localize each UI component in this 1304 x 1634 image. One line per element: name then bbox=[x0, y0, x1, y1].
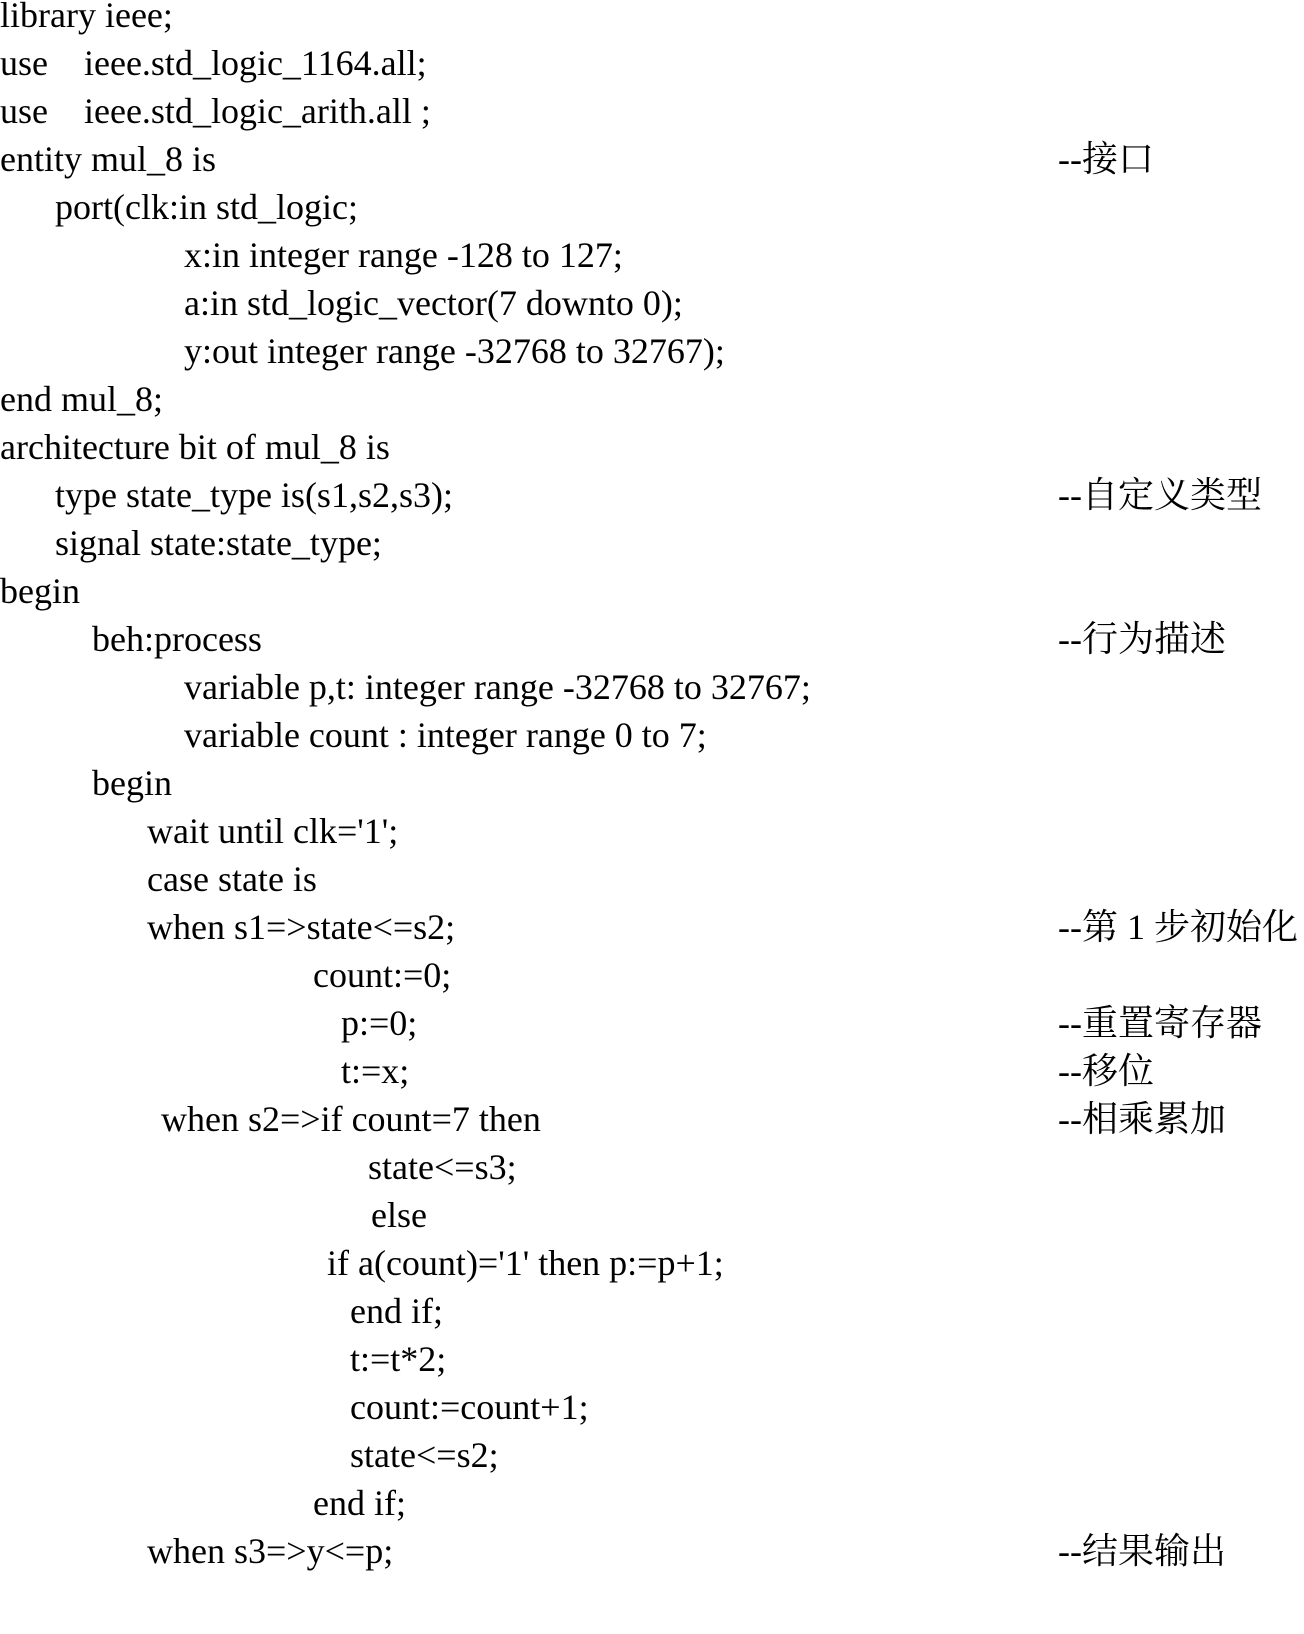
code-line bbox=[0, 326, 1304, 376]
code-line bbox=[0, 1430, 1304, 1480]
code-line bbox=[0, 566, 1304, 616]
code-line bbox=[0, 710, 1304, 760]
code-line bbox=[0, 182, 1304, 232]
code-text: end mul_8; bbox=[0, 379, 163, 419]
code-text: variable p,t: integer range -32768 to 32767; bbox=[184, 667, 811, 707]
code-line bbox=[0, 1382, 1304, 1432]
code-text: begin bbox=[92, 763, 172, 803]
code-text: wait until clk='1'; bbox=[147, 811, 399, 851]
code-line bbox=[0, 0, 1304, 40]
code-comment: --重置寄存器 bbox=[1058, 1003, 1262, 1043]
code-text: entity mul_8 is bbox=[0, 139, 216, 179]
code-line bbox=[0, 1334, 1304, 1384]
code-comment: --自定义类型 bbox=[1058, 475, 1262, 515]
code-line bbox=[0, 806, 1304, 856]
code-line bbox=[0, 1190, 1304, 1240]
code-text: end if; bbox=[313, 1483, 406, 1523]
code-text: when s2=>if count=7 then bbox=[161, 1099, 541, 1139]
code-text: t:=t*2; bbox=[350, 1339, 447, 1379]
code-text: port(clk:in std_logic; bbox=[55, 187, 358, 227]
code-text: state<=s3; bbox=[368, 1147, 517, 1187]
code-line bbox=[0, 1286, 1304, 1336]
code-line bbox=[0, 998, 1304, 1048]
code-text: type state_type is(s1,s2,s3); bbox=[55, 475, 453, 515]
code-text: library ieee; bbox=[0, 0, 173, 35]
code-line bbox=[0, 950, 1304, 1000]
code-line bbox=[0, 374, 1304, 424]
code-text: if a(count)='1' then p:=p+1; bbox=[327, 1243, 724, 1283]
code-text: signal state:state_type; bbox=[55, 523, 382, 563]
code-text: y:out integer range -32768 to 32767); bbox=[184, 331, 725, 371]
code-comment: --结果输出 bbox=[1058, 1531, 1226, 1571]
code-text: beh:process bbox=[92, 619, 262, 659]
code-line bbox=[0, 134, 1304, 184]
code-line bbox=[0, 1142, 1304, 1192]
code-line bbox=[0, 230, 1304, 280]
code-line bbox=[0, 1046, 1304, 1096]
code-line bbox=[0, 614, 1304, 664]
code-line bbox=[0, 278, 1304, 328]
code-text: count:=count+1; bbox=[350, 1387, 589, 1427]
code-line bbox=[0, 38, 1304, 88]
code-text: else bbox=[371, 1195, 427, 1235]
code-comment: --第 1 步初始化 bbox=[1058, 907, 1298, 947]
code-text: a:in std_logic_vector(7 downto 0); bbox=[184, 283, 683, 323]
code-line bbox=[0, 470, 1304, 520]
code-text: use ieee.std_logic_1164.all; bbox=[0, 43, 427, 83]
code-text: architecture bit of mul_8 is bbox=[0, 427, 390, 467]
code-text: p:=0; bbox=[341, 1003, 418, 1043]
code-text: use ieee.std_logic_arith.all ; bbox=[0, 91, 431, 131]
code-text: when s3=>y<=p; bbox=[147, 1531, 394, 1571]
code-text: end if; bbox=[350, 1291, 443, 1331]
code-text: begin bbox=[0, 571, 80, 611]
code-comment: --移位 bbox=[1058, 1051, 1154, 1091]
code-comment: --行为描述 bbox=[1058, 619, 1226, 659]
code-text: when s1=>state<=s2; bbox=[147, 907, 456, 947]
code-line bbox=[0, 422, 1304, 472]
code-line bbox=[0, 854, 1304, 904]
code-comment: --接口 bbox=[1058, 139, 1154, 179]
code-line bbox=[0, 518, 1304, 568]
code-text: variable count : integer range 0 to 7; bbox=[184, 715, 707, 755]
code-text: state<=s2; bbox=[350, 1435, 499, 1475]
code-comment: --相乘累加 bbox=[1058, 1099, 1226, 1139]
code-line bbox=[0, 1238, 1304, 1288]
code-text: x:in integer range -128 to 127; bbox=[184, 235, 623, 275]
code-line bbox=[0, 1094, 1304, 1144]
code-line bbox=[0, 758, 1304, 808]
code-line bbox=[0, 662, 1304, 712]
code-line bbox=[0, 902, 1304, 952]
code-text: case state is bbox=[147, 859, 317, 899]
code-line bbox=[0, 86, 1304, 136]
code-text: t:=x; bbox=[341, 1051, 410, 1091]
code-text: count:=0; bbox=[313, 955, 452, 995]
code-line bbox=[0, 1478, 1304, 1528]
code-line bbox=[0, 1526, 1304, 1576]
